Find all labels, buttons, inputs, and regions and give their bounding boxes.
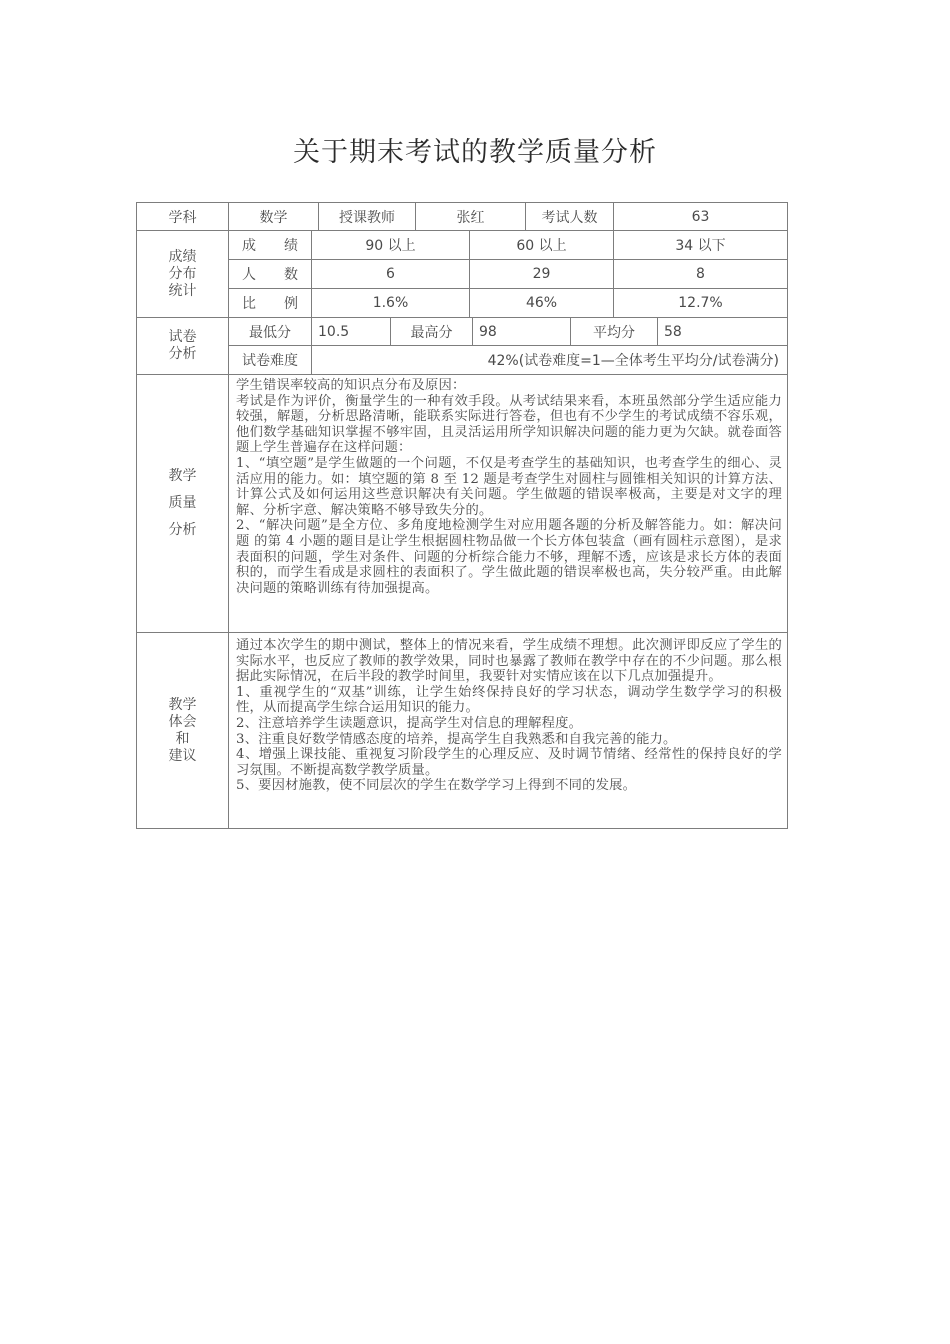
suggestions-label-line: 体会 bbox=[168, 713, 197, 730]
analysis-paragraph: 2、“解决问题”是全方位、多角度地检测学生对应用题各题的分析及解答能力。如：解决问题 的第 4 小题的题目是让学生根据圆柱物品做一个长方体包装盒（画有圆柱示意图），是求表面积的问题，学生对条件、问题的分析综合能力不够，理解不透，应该是求长方体的表面积的，而学生看成是求圆柱的表面积了。学生做此题的错误率极也高，失分较严重。由此解决问题的策略训练有待加强提高。 bbox=[236, 518, 782, 596]
analysis-paragraph: 1、“填空题”是学生做题的一个问题，不仅是考查学生的基础知识，也考查学生的细心、灵活应用的能力。如：填空题的第 8 至 12 题是考查学生对圆柱与圆锥相关知识的计算方法、计算公式及如何运用这些意识解决有关问题。学生做题的错误率极高，主要是对文字的理解、分析字意、解决策略不够导致失分的。 bbox=[236, 455, 782, 518]
suggestions-label bbox=[137, 633, 228, 828]
people-cell: 29 bbox=[532, 266, 551, 282]
suggestions-label-line: 建议 bbox=[168, 747, 197, 764]
avg-score-label: 平均分 bbox=[593, 324, 635, 341]
ratio-cell: 1.6% bbox=[372, 295, 409, 311]
min-score-value: 10.5 bbox=[318, 323, 350, 340]
distribution-label-line: 统计 bbox=[168, 282, 197, 299]
suggestions-label-line: 和 bbox=[175, 730, 190, 747]
teacher-value: 张红 bbox=[456, 209, 485, 226]
difficulty-label: 试卷难度 bbox=[242, 353, 298, 369]
analysis-paragraph: 学生错误率较高的知识点分布及原因： bbox=[236, 378, 466, 393]
max-score-label: 最高分 bbox=[410, 324, 453, 341]
analysis-label-line: 分析 bbox=[168, 522, 197, 538]
min-score-label: 最低分 bbox=[249, 324, 291, 341]
suggestion-paragraph: 1、重视学生的“双基”训练，让学生始终保持良好的学习状态，调动学生数学学习的积极性，从而提高学生综合运用知识的能力。 bbox=[236, 684, 782, 716]
paper-label-line: 分析 bbox=[168, 346, 197, 362]
score-cell: 60 以上 bbox=[516, 238, 567, 254]
count-value: 63 bbox=[691, 208, 710, 225]
paper-label bbox=[137, 318, 228, 374]
paper-label-line: 试卷 bbox=[168, 329, 197, 345]
people-cell: 6 bbox=[386, 266, 395, 282]
analysis-text bbox=[236, 378, 782, 596]
suggestion-paragraph: 2、注意培养学生读题意识，提高学生对信息的理解程度。 bbox=[236, 715, 583, 731]
analysis-label-line: 质量 bbox=[168, 495, 197, 511]
difficulty-value: 42%(试卷难度=1—全体考生平均分/试卷满分) bbox=[487, 353, 779, 369]
people-cell: 8 bbox=[696, 266, 705, 282]
analysis-label bbox=[137, 375, 228, 632]
suggestion-paragraph: 5、要因材施教，使不同层次的学生在数学学习上得到不同的发展。 bbox=[236, 778, 637, 794]
subject-value: 数学 bbox=[259, 209, 288, 226]
score-row-label: 成 绩 bbox=[242, 238, 298, 254]
distribution-label bbox=[137, 231, 228, 317]
distribution-label-line: 成绩 bbox=[168, 248, 197, 265]
distribution-label-line: 分布 bbox=[168, 265, 197, 282]
analysis-label-line: 教学 bbox=[168, 468, 197, 484]
suggestions-label-line: 教学 bbox=[168, 696, 197, 713]
ratio-cell: 46% bbox=[525, 295, 558, 311]
avg-score-value: 58 bbox=[664, 323, 682, 340]
page-title: 关于期末考试的教学质量分析 bbox=[293, 137, 657, 168]
analysis-paragraph: 考试是作为评价，衡量学生的一种有效手段。从考试结果来看，本班虽然部分学生适应能力较强，解题，分析思路清晰，能联系实际进行答卷，但也有不少学生的考试成绩不容乐观，他们数学基础知识掌握不够牢固，且灵活运用所学知识解决问题的能力更为欠缺。就卷面答题上学生普遍存在这样问题： bbox=[236, 393, 782, 456]
score-cell: 34 以下 bbox=[675, 238, 726, 254]
people-row-label: 人 数 bbox=[242, 267, 298, 283]
suggestion-paragraph: 4、增强上课技能、重视复习阶段学生的心理反应、及时调节情绪、经常性的保持良好的学习氛围。不断提高数学教学质量。 bbox=[236, 747, 782, 778]
suggestion-paragraph: 通过本次学生的期中测试，整体上的情况来看，学生成绩不理想。此次测评即反应了学生的实际水平，也反应了教师的教学效果，同时也暴露了教师在教学中存在的不少问题。那么根据此实际情况，在后半段的教学时间里，我要针对实情应该在以下几点加强提升。 bbox=[236, 638, 782, 685]
ratio-cell: 12.7% bbox=[678, 295, 723, 311]
count-label: 考试人数 bbox=[541, 209, 598, 226]
teacher-label: 授课教师 bbox=[339, 209, 395, 226]
max-score-value: 98 bbox=[479, 323, 497, 340]
suggestion-paragraph: 3、注重良好数学情感态度的培养，提高学生自我熟悉和自我完善的能力。 bbox=[236, 731, 677, 747]
subject-label: 学科 bbox=[168, 209, 197, 226]
score-cell: 90 以上 bbox=[365, 238, 416, 254]
suggestions-text bbox=[236, 638, 782, 794]
ratio-row-label: 比 例 bbox=[242, 296, 298, 312]
